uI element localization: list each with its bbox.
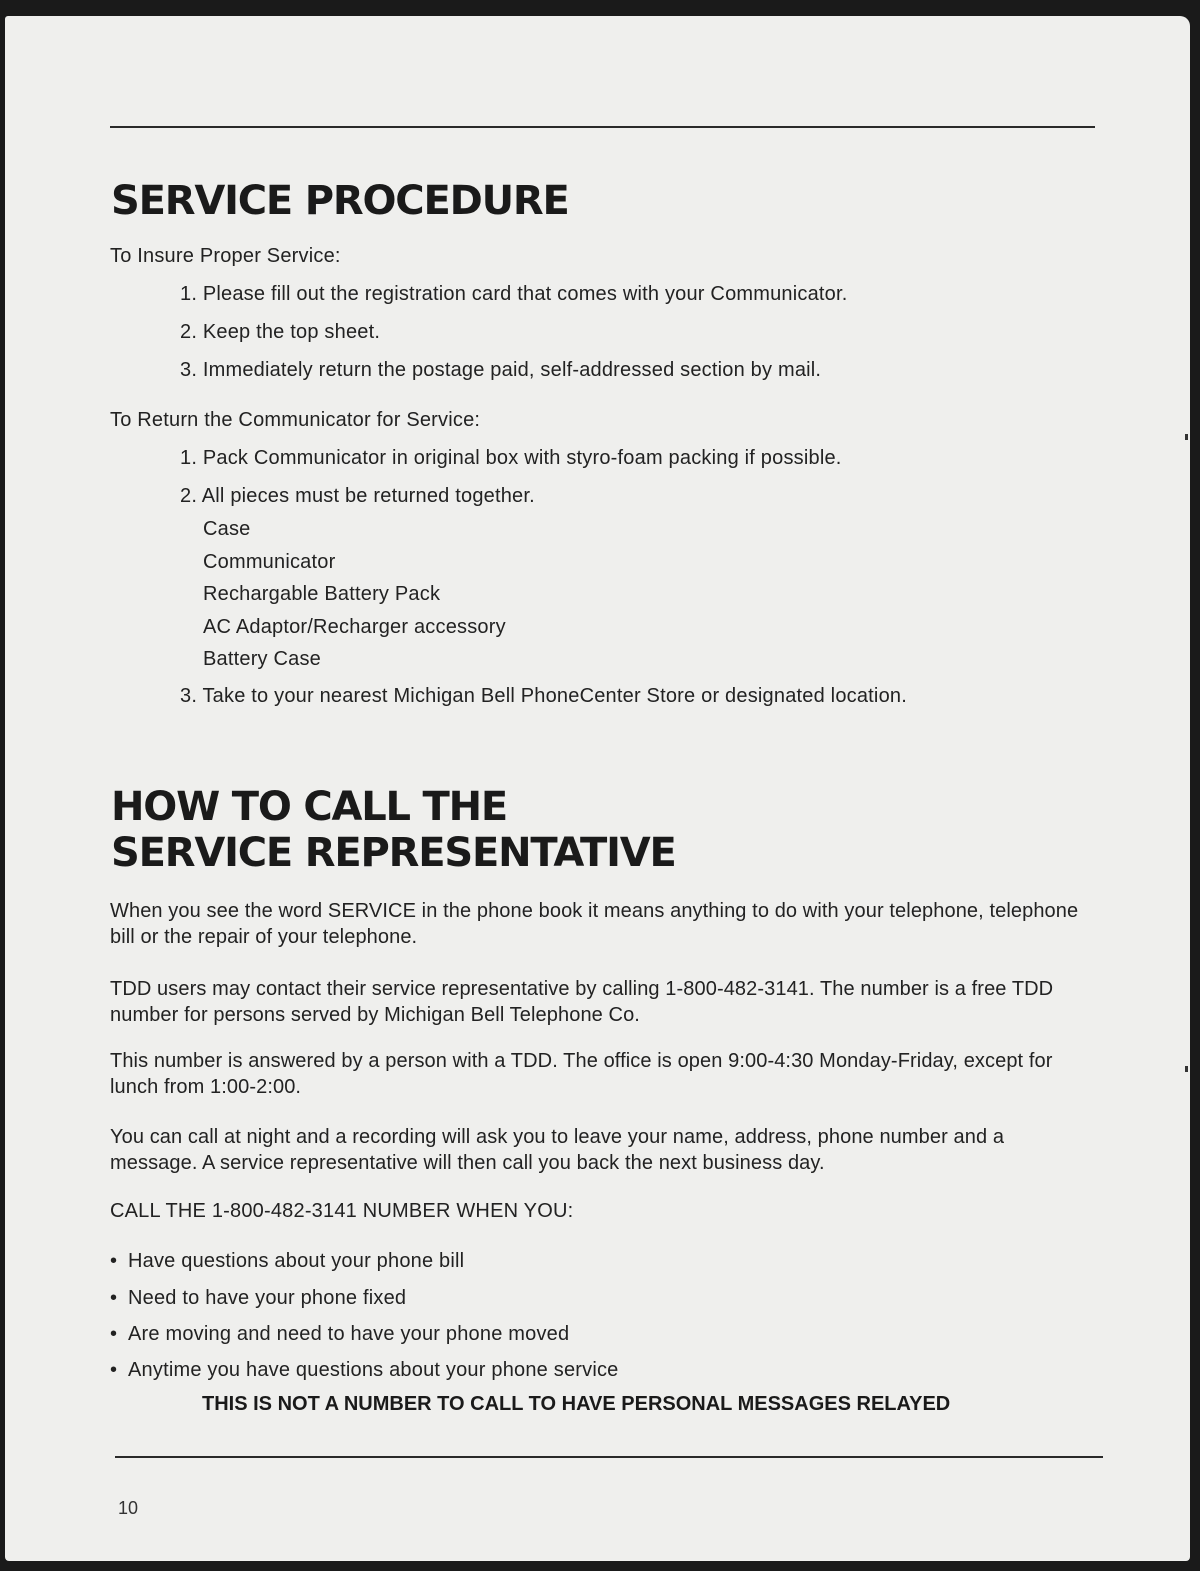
bullet-item: • Need to have your phone fixed bbox=[110, 1287, 407, 1309]
return-step-3: 3. Take to your nearest Michigan Bell PhoneCenter Store or designated location. bbox=[180, 685, 907, 707]
bullet-item: • Are moving and need to have your phone moved bbox=[110, 1323, 570, 1345]
bottom-rule bbox=[115, 1456, 1103, 1458]
tdd-number-paragraph: TDD users may contact their service representative by calling 1-800-482-3141. The number is a free TDD number for persons served by Michigan Bell Telephone Co. bbox=[110, 978, 1054, 1026]
piece-item: Communicator bbox=[203, 551, 336, 573]
warning-text: THIS IS NOT A NUMBER TO CALL TO HAVE PERSONAL MESSAGES RELAYED bbox=[202, 1393, 951, 1415]
piece-item: AC Adaptor/Recharger accessory bbox=[203, 616, 506, 638]
piece-item: Rechargable Battery Pack bbox=[203, 583, 441, 605]
return-intro: To Return the Communicator for Service: bbox=[110, 409, 481, 431]
how-to-call-heading bbox=[111, 784, 676, 876]
bullet-icon: • bbox=[110, 1323, 118, 1345]
piece-item: Battery Case bbox=[203, 648, 322, 670]
insure-step-2: 2. Keep the top sheet. bbox=[180, 321, 381, 343]
insure-step-1: 1. Please fill out the registration card that comes with your Communicator. bbox=[180, 283, 848, 305]
bullet-icon: • bbox=[110, 1250, 118, 1272]
service-definition-paragraph: When you see the word SERVICE in the phone book it means anything to do with your telephone, telephone bill or the repair of your telephone. bbox=[110, 900, 1079, 948]
document-page bbox=[5, 16, 1190, 1561]
return-step-2: 2. All pieces must be returned together. bbox=[180, 485, 535, 507]
page-number: 10 bbox=[118, 1498, 139, 1518]
insure-step-3: 3. Immediately return the postage paid, self-addressed section by mail. bbox=[180, 359, 822, 381]
insure-intro: To Insure Proper Service: bbox=[110, 245, 341, 267]
call-when-heading: CALL THE 1-800-482-3141 NUMBER WHEN YOU: bbox=[110, 1200, 574, 1222]
top-rule bbox=[110, 126, 1095, 128]
edge-mark bbox=[1185, 1066, 1188, 1072]
bullet-icon: • bbox=[110, 1287, 118, 1309]
bullet-icon: • bbox=[110, 1359, 118, 1381]
edge-mark bbox=[1185, 434, 1188, 440]
bullet-item: • Have questions about your phone bill bbox=[110, 1250, 465, 1272]
office-hours-paragraph: This number is answered by a person with a TDD. The office is open 9:00-4:30 Monday-Friday, except for lunch from 1:00-2:00. bbox=[110, 1050, 1053, 1098]
piece-item: Case bbox=[203, 518, 251, 540]
how-to-call-heading-line1: HOW TO CALL THE bbox=[111, 784, 508, 830]
how-to-call-heading-line2: SERVICE REPRESENTATIVE bbox=[111, 830, 676, 876]
bullet-item: • Anytime you have questions about your phone service bbox=[110, 1359, 619, 1381]
night-recording-paragraph: You can call at night and a recording will ask you to leave your name, address, phone number and a message. A service representative will then call you back the next business day. bbox=[110, 1126, 1005, 1174]
return-step-1: 1. Pack Communicator in original box with styro-foam packing if possible. bbox=[180, 447, 842, 469]
service-procedure-heading: SERVICE PROCEDURE bbox=[111, 178, 569, 224]
